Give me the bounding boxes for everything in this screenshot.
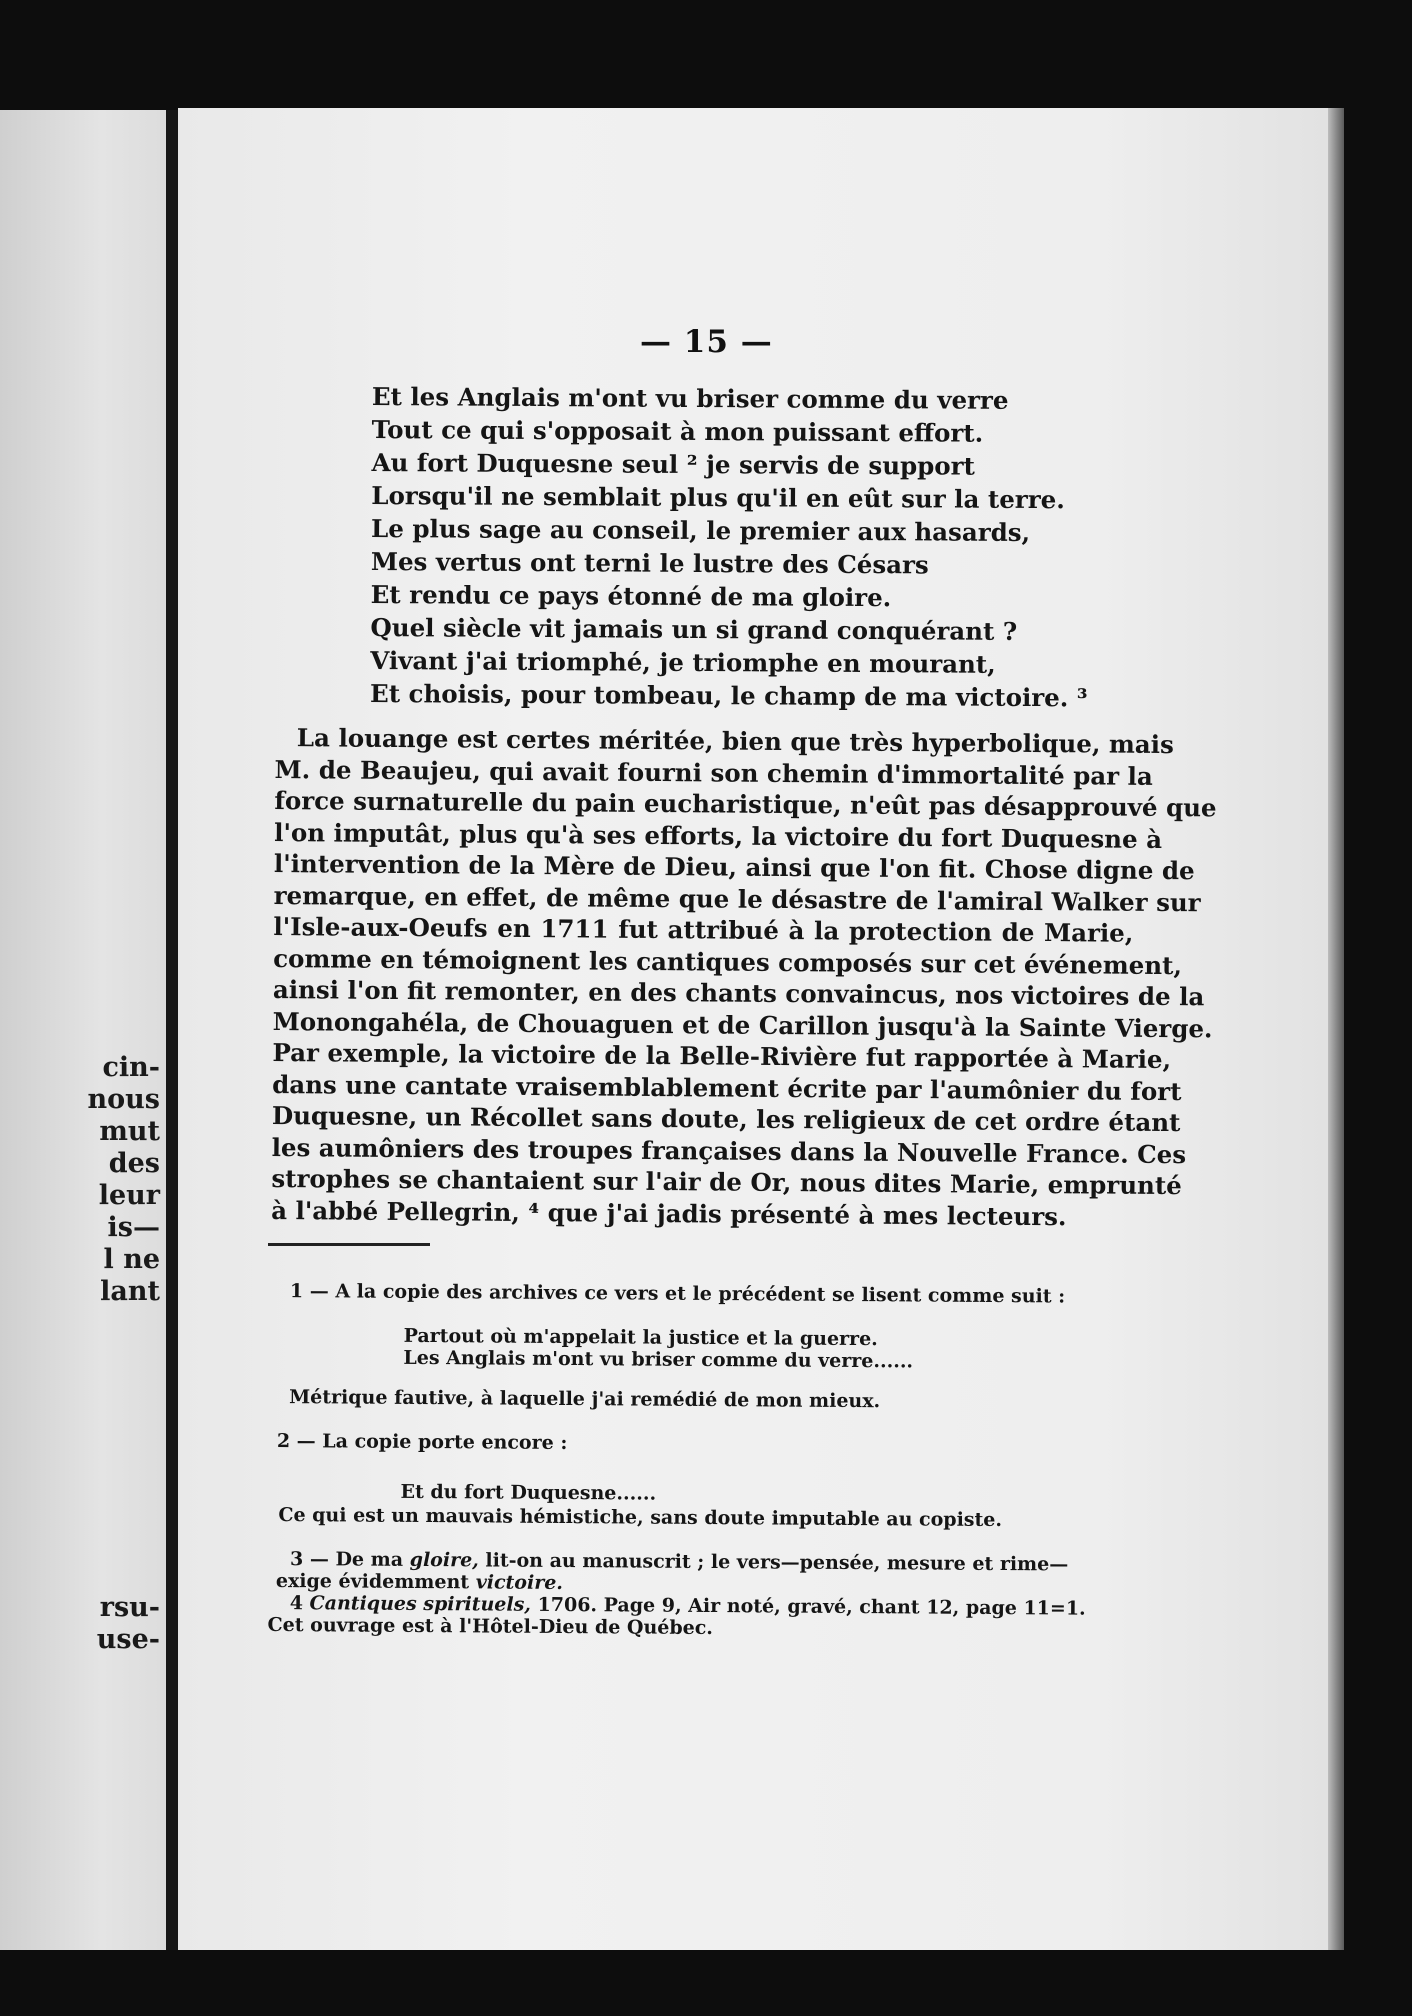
footnote-1-comment: Métrique fautive, à laquelle j'ai remédié de mon mieux. (289, 1386, 881, 1413)
left-fragment: use- (96, 1624, 160, 1655)
left-fragment: mut (99, 1116, 160, 1147)
paragraph-line: strophes se chantaient sur l'air de Or, nous dites Marie, emprunté (271, 1163, 1182, 1201)
paragraph-line: ainsi l'on fit remonter, en des chants convaincus, nos victoires de la (272, 974, 1205, 1012)
footnote-2-intro: 2 — La copie porte encore : (276, 1429, 568, 1455)
paragraph-line: Duquesne, un Récollet sans doute, les religieux de cet ordre étant (271, 1100, 1181, 1138)
verse-line: Quel siècle vit jamais un si grand conquérant ? (370, 612, 1018, 646)
verse-line: Au fort Duquesne seul ² je servis de support (371, 447, 975, 481)
verse-line: Mes vertus ont terni le lustre des Césars (370, 546, 929, 580)
verse-line: Le plus sage au conseil, le premier aux hasards, (371, 513, 1031, 548)
footnote-4-text: 1706. Page 9, Air noté, gravé, chant 12, page 11=1. (530, 1593, 1086, 1620)
page-right-edge (1328, 108, 1344, 1950)
paragraph-line: Par exemple, la victoire de la Belle-Rivière fut rapportée à Marie, (272, 1037, 1172, 1075)
body-paragraph (271, 722, 1217, 1233)
footnote-2-comment: Ce qui est un mauvais hémistiche, sans doute imputable au copiste. (278, 1504, 1003, 1532)
verse-line: Vivant j'ai triomphé, je triomphe en mourant, (370, 645, 996, 679)
paragraph-line: La louange est certes méritée, bien que très hyperbolique, mais (296, 723, 1174, 760)
paragraph-line: l'Isle-aux-Oeufs en 1711 fut attribué à la protection de Marie, (273, 911, 1134, 948)
paragraph-line: remarque, en effet, de même que le désastre de l'amiral Walker sur (273, 880, 1201, 917)
footnote-1-quote: Partout où m'appelait la justice et la guerre. (403, 1324, 878, 1351)
paragraph-line: comme en témoignent les cantiques composés sur cet événement, (273, 943, 1183, 980)
footnote-3-line (276, 1570, 563, 1594)
footnote-4-line: Cet ouvrage est à l'Hôtel-Dieu de Québec. (267, 1613, 714, 1640)
footnote-4-text: 4 (289, 1592, 310, 1615)
left-page-edge (0, 110, 168, 1950)
left-page-fragments-lower (0, 1592, 160, 1656)
left-page-fragments (0, 1052, 160, 1308)
paragraph-line: Monongahéla, de Chouaguen et de Carillon jusqu'à la Sainte Vierge. (272, 1006, 1213, 1043)
left-fragment: lant (100, 1276, 160, 1307)
footnote-1-quote: Les Anglais m'ont vu briser comme du verre...... (403, 1346, 914, 1373)
page-number: — 15 — (640, 324, 773, 360)
verse-line: Et les Anglais m'ont vu briser comme du verre (371, 381, 1009, 415)
book-spine (166, 110, 178, 1950)
paragraph-line: l'on imputât, plus qu'à ses efforts, la victoire du fort Duquesne à (274, 817, 1163, 854)
footnote-1-intro: 1 — A la copie des archives ce vers et le précédent se lisent comme suit : (289, 1280, 1066, 1308)
footnote-3-italic: gloire, (409, 1548, 479, 1572)
footnote-separator (268, 1243, 430, 1246)
left-fragment: is— (107, 1212, 160, 1243)
footnote-3-text: 3 — De ma (289, 1548, 410, 1571)
verse-line: Lorsqu'il ne semblait plus qu'il en eût sur la terre. (371, 480, 1065, 515)
paragraph-line: les aumôniers des troupes françaises dans la Nouvelle France. Ces (271, 1132, 1187, 1169)
left-fragment: des (108, 1148, 160, 1179)
paragraph-line: M. de Beaujeu, qui avait fourni son chemin d'immortalité par la (274, 754, 1153, 791)
left-fragment: leur (98, 1180, 160, 1211)
verse-line: Et rendu ce pays étonné de ma gloire. (370, 579, 892, 613)
verse-stanza (370, 380, 1090, 714)
verse-line: Tout ce qui s'opposait à mon puissant effort. (371, 414, 984, 448)
left-fragment: l ne (103, 1244, 160, 1275)
paragraph-line: l'intervention de la Mère de Dieu, ainsi que l'on fit. Chose digne de (273, 848, 1195, 886)
footnote-3-text: exige évidemment (275, 1569, 476, 1594)
footnote-4-italic: Cantiques spirituels, (309, 1592, 532, 1616)
footnote-3-text: lit-on au manuscrit ; le vers—pensée, mesure et rime— (478, 1549, 1069, 1576)
paragraph-line: à l'abbé Pellegrin, ⁴ que j'ai jadis présenté à mes lecteurs. (271, 1195, 1067, 1231)
verse-line: Et choisis, pour tombeau, le champ de ma victoire. ³ (369, 678, 1088, 713)
paragraph-line: dans une cantate vraisemblablement écrite par l'aumônier du fort (272, 1069, 1182, 1106)
paragraph-line: force surnaturelle du pain eucharistique, n'eût pas désapprouvé que (274, 785, 1217, 823)
left-fragment: rsu- (99, 1592, 160, 1623)
left-fragment: cin- (102, 1052, 160, 1083)
footnote-2-quote: Et du fort Duquesne...... (400, 1480, 657, 1505)
footnote-3-italic: victoire. (475, 1571, 564, 1594)
left-fragment: nous (87, 1084, 160, 1115)
